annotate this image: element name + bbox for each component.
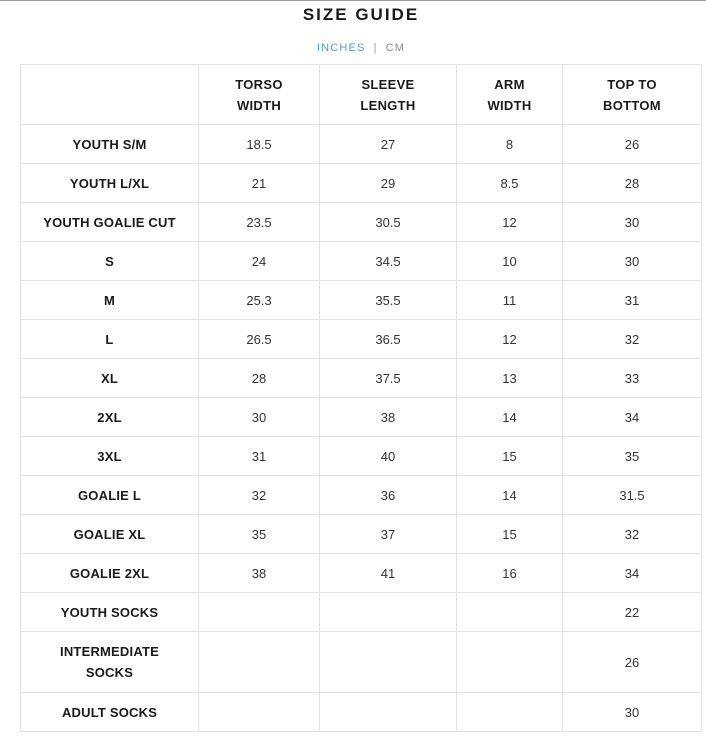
- size-cell: YOUTH SOCKS: [21, 593, 199, 632]
- sleeve-length-cell: 36: [320, 476, 457, 515]
- size-cell: L: [21, 320, 199, 359]
- table-header-row: [21, 65, 702, 125]
- sleeve-length-cell: 37.5: [320, 359, 457, 398]
- sleeve-length-cell: [320, 693, 457, 732]
- table-row: [21, 554, 702, 593]
- table-row: [21, 320, 702, 359]
- size-cell: GOALIE XL: [21, 515, 199, 554]
- table-row: [21, 242, 702, 281]
- torso-width-cell: 30: [199, 398, 320, 437]
- header-torso-width: [199, 65, 320, 125]
- sleeve-length-cell: [320, 632, 457, 693]
- header-top-to-bottom-label: TOP TO BOTTOM: [603, 76, 661, 113]
- unit-separator: |: [373, 42, 378, 55]
- arm-width-cell: 13: [457, 359, 563, 398]
- unit-cm-option[interactable]: CM: [385, 42, 406, 55]
- torso-width-cell: 23.5: [199, 203, 320, 242]
- top-to-bottom-cell: 28: [563, 164, 702, 203]
- arm-width-cell: 15: [457, 515, 563, 554]
- torso-width-cell: [199, 693, 320, 732]
- table-row: [21, 476, 702, 515]
- arm-width-cell: 16: [457, 554, 563, 593]
- header-sleeve-length: [320, 65, 457, 125]
- sleeve-length-cell: [320, 593, 457, 632]
- torso-width-cell: 35: [199, 515, 320, 554]
- top-to-bottom-cell: 33: [563, 359, 702, 398]
- top-to-bottom-cell: 35: [563, 437, 702, 476]
- size-cell: YOUTH S/M: [21, 125, 199, 164]
- arm-width-cell: 15: [457, 437, 563, 476]
- header-arm-width-label: ARM WIDTH: [487, 76, 532, 113]
- sleeve-length-cell: 41: [320, 554, 457, 593]
- size-cell: S: [21, 242, 199, 281]
- table-body: [21, 125, 702, 732]
- table-row: [21, 281, 702, 320]
- table-row: [21, 593, 702, 632]
- header-top-to-bottom: [563, 65, 702, 125]
- top-to-bottom-cell: 30: [563, 693, 702, 732]
- sleeve-length-cell: 27: [320, 125, 457, 164]
- size-cell: YOUTH GOALIE CUT: [21, 203, 199, 242]
- torso-width-cell: 25.3: [199, 281, 320, 320]
- table-row: [21, 125, 702, 164]
- arm-width-cell: [457, 632, 563, 693]
- torso-width-cell: [199, 632, 320, 693]
- torso-width-cell: 24: [199, 242, 320, 281]
- header-torso-width-label: TORSO WIDTH: [235, 76, 283, 113]
- sleeve-length-cell: 37: [320, 515, 457, 554]
- table-row: [21, 164, 702, 203]
- top-to-bottom-cell: 32: [563, 320, 702, 359]
- table-row: [21, 515, 702, 554]
- table-row: [21, 693, 702, 732]
- sleeve-length-cell: 35.5: [320, 281, 457, 320]
- arm-width-cell: 12: [457, 320, 563, 359]
- table-row: [21, 203, 702, 242]
- arm-width-cell: [457, 593, 563, 632]
- arm-width-cell: 11: [457, 281, 563, 320]
- top-to-bottom-cell: 26: [563, 632, 702, 693]
- top-to-bottom-cell: 22: [563, 593, 702, 632]
- sleeve-length-cell: 30.5: [320, 203, 457, 242]
- table-row: [21, 632, 702, 693]
- size-cell: GOALIE 2XL: [21, 554, 199, 593]
- arm-width-cell: 8: [457, 125, 563, 164]
- top-to-bottom-cell: 34: [563, 398, 702, 437]
- size-cell: 2XL: [21, 398, 199, 437]
- top-to-bottom-cell: 32: [563, 515, 702, 554]
- sleeve-length-cell: 34.5: [320, 242, 457, 281]
- size-table: [20, 64, 702, 732]
- unit-toggle: [0, 42, 706, 54]
- size-cell: ADULT SOCKS: [21, 693, 199, 732]
- top-to-bottom-cell: 31: [563, 281, 702, 320]
- table-row: [21, 398, 702, 437]
- torso-width-cell: 32: [199, 476, 320, 515]
- header-size: [21, 65, 199, 125]
- size-cell: 3XL: [21, 437, 199, 476]
- size-cell: INTERMEDIATE SOCKS: [21, 632, 199, 693]
- top-to-bottom-cell: 30: [563, 242, 702, 281]
- top-divider: [0, 0, 706, 1]
- sleeve-length-cell: 40: [320, 437, 457, 476]
- header-sleeve-length-label: SLEEVE LENGTH: [360, 76, 416, 113]
- table-row: [21, 359, 702, 398]
- torso-width-cell: [199, 593, 320, 632]
- arm-width-cell: 14: [457, 476, 563, 515]
- unit-inches-option[interactable]: INCHES: [316, 42, 366, 55]
- torso-width-cell: 31: [199, 437, 320, 476]
- header-arm-width: [457, 65, 563, 125]
- torso-width-cell: 21: [199, 164, 320, 203]
- torso-width-cell: 38: [199, 554, 320, 593]
- arm-width-cell: 10: [457, 242, 563, 281]
- size-cell: YOUTH L/XL: [21, 164, 199, 203]
- torso-width-cell: 26.5: [199, 320, 320, 359]
- torso-width-cell: 18.5: [199, 125, 320, 164]
- sleeve-length-cell: 29: [320, 164, 457, 203]
- top-to-bottom-cell: 30: [563, 203, 702, 242]
- size-cell: M: [21, 281, 199, 320]
- arm-width-cell: 8.5: [457, 164, 563, 203]
- table-row: [21, 437, 702, 476]
- sleeve-length-cell: 36.5: [320, 320, 457, 359]
- sleeve-length-cell: 38: [320, 398, 457, 437]
- top-to-bottom-cell: 34: [563, 554, 702, 593]
- arm-width-cell: 14: [457, 398, 563, 437]
- size-cell: XL: [21, 359, 199, 398]
- top-to-bottom-cell: 26: [563, 125, 702, 164]
- top-to-bottom-cell: 31.5: [563, 476, 702, 515]
- torso-width-cell: 28: [199, 359, 320, 398]
- arm-width-cell: 12: [457, 203, 563, 242]
- page-title: SIZE GUIDE: [302, 5, 420, 24]
- size-cell: GOALIE L: [21, 476, 199, 515]
- arm-width-cell: [457, 693, 563, 732]
